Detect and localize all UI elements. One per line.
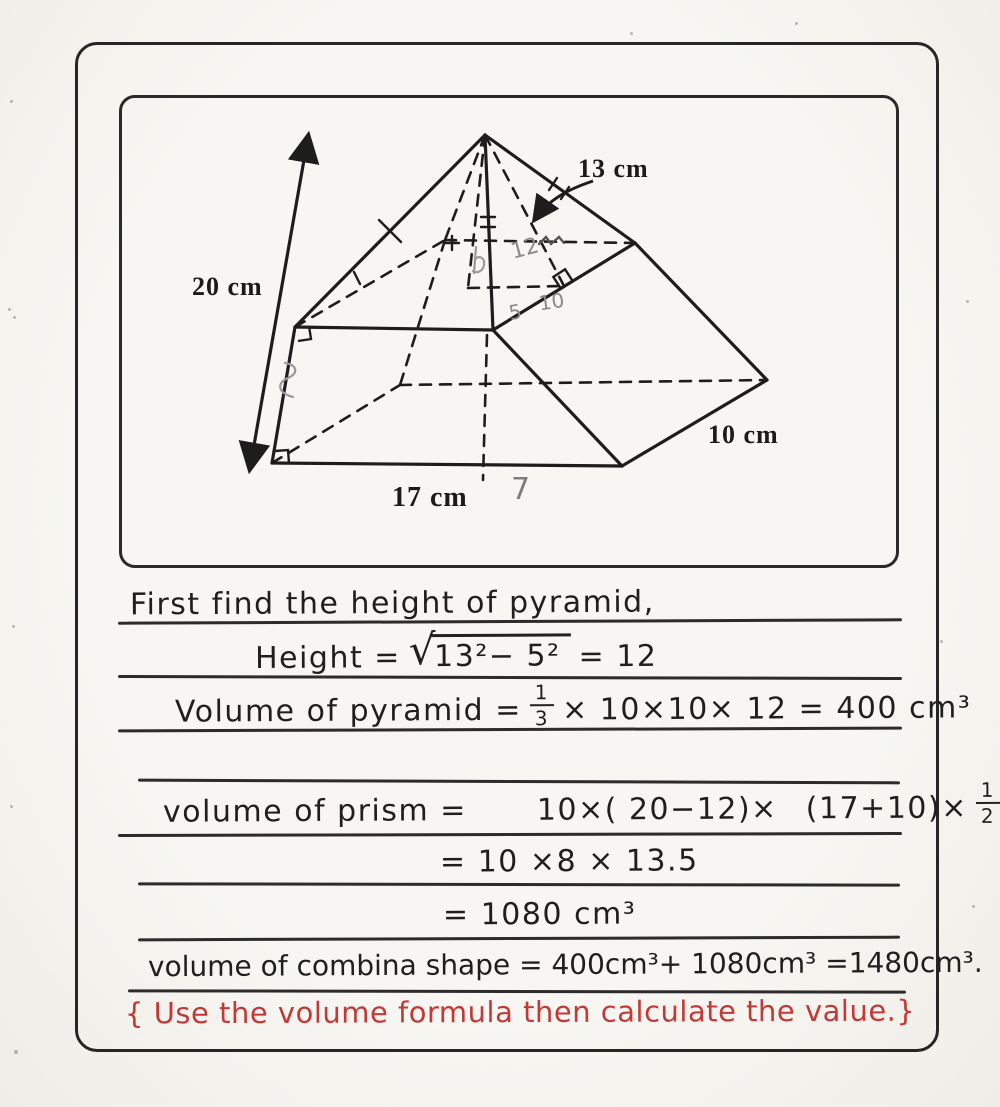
scan-speck (10, 100, 13, 103)
scan-speck (14, 1050, 18, 1054)
scan-speck (8, 308, 11, 311)
fraction-numerator: 1 (976, 780, 1000, 804)
slant-pointer-arrow (535, 181, 593, 219)
scan-speck (966, 300, 969, 303)
fraction-one-half (976, 777, 1000, 828)
pyramid-volume-rest: × 10×10× 12 = 400 cm³ (561, 690, 972, 728)
pyramid-volume-lead: Volume of pyramid = (174, 692, 522, 730)
radical-sign: √ (408, 625, 438, 675)
prism-volume-mid: 10×( 20−12)× (536, 791, 778, 828)
height-lead: Height = (254, 640, 401, 677)
fraction-one-third (530, 680, 554, 731)
pencil-half-edge-5: 5 (506, 299, 524, 325)
pencil-squiggles (280, 247, 484, 397)
pencil-height-12: 12 (508, 233, 542, 265)
scan-speck (12, 625, 15, 628)
fraction-denominator: 2 (980, 803, 996, 828)
scan-speck (972, 905, 975, 908)
label-13cm: 13 cm (578, 154, 649, 183)
label-20cm: 20 cm (192, 272, 263, 301)
fraction-denominator: 3 (534, 706, 550, 731)
pencil-mark-7: 7 (511, 472, 531, 507)
pyramid-prism-diagram (119, 95, 893, 562)
solution-line-2 (254, 625, 658, 677)
scan-speck (10, 805, 13, 808)
solution-line-3 (174, 680, 972, 736)
prism-volume-tail: (17+10)× (805, 790, 968, 827)
solution-line-7: volume of combina shape = 400cm³+ 1080cm³ =1480cm³. (147, 945, 983, 984)
prism-volume-lead: volume of prism = (162, 793, 467, 830)
scan-speck (630, 32, 633, 35)
solution-line-6: = 1080 cm³ (442, 896, 637, 933)
teacher-note: { Use the volume formula then calculate the value.} (124, 993, 916, 1031)
pencil-top-edge-10: 10 (537, 287, 566, 316)
label-10cm: 10 cm (708, 420, 779, 449)
fraction-numerator: 1 (530, 682, 554, 706)
scan-speck (795, 22, 798, 25)
scan-speck (13, 316, 16, 319)
solution-line-1: First find the height of pyramid, (129, 584, 655, 623)
scan-speck (940, 640, 943, 643)
height-result: = 12 (578, 638, 658, 675)
sqrt-expression (408, 625, 571, 675)
label-17cm: 17 cm (392, 482, 468, 513)
solution-line-5: = 10 ×8 × 13.5 (439, 843, 699, 880)
radicand: 13²− 5² (430, 633, 571, 674)
solution-line-4 (162, 777, 1000, 836)
